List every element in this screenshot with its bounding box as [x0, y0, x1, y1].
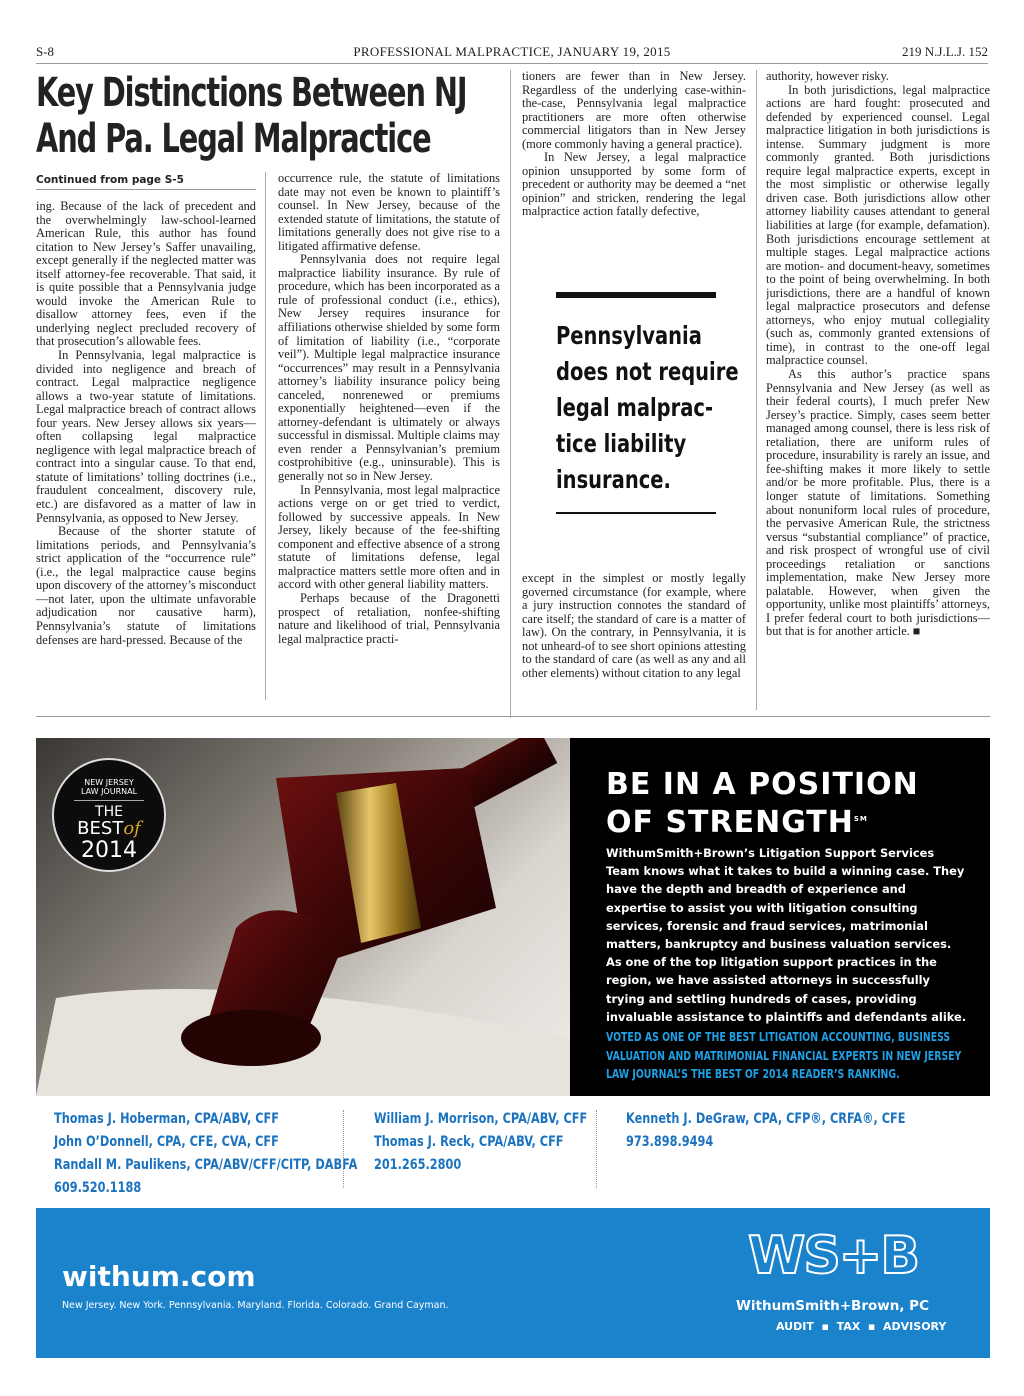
pullquote-top-bar: [556, 292, 716, 298]
firm-name: WithumSmith+Brown, PC: [736, 1298, 929, 1314]
contact-line: John O’Donnell, CPA, CFE, CVA, CFF: [54, 1134, 279, 1150]
article-paragraph: ing. Because of the lack of precedent and the overwhelmingly law-school-learned American Rule, this author has found citation to New Jersey’s Saffer unavailing, except generally if the neglected matter was itself attorney-fee recoverable. That said, it is quite possible that a Pennsylvania judge would invoke the American Rule to disallow attorney fees, even if the underlying neglect precluded recovery of that prosecution’s allowable fees.: [36, 200, 256, 349]
contacts-divider: [596, 1110, 597, 1188]
contact-phone: 201.265.2800: [374, 1157, 462, 1173]
badge-of: of: [123, 818, 141, 839]
firm-services: AUDIT ▪ TAX ▪ ADVISORY: [776, 1320, 947, 1333]
article-paragraph: occurrence rule, the statute of limitations date may not even be known to plaintiff’s counsel. In New Jersey, because of the extended statute of limitations, the statute of limitations generally does not give rise to a litigated affirmative defense.: [278, 172, 500, 253]
article-column-1: [36, 200, 256, 700]
contact-phone: 609.520.1188: [54, 1180, 142, 1196]
article-end-rule: [36, 716, 990, 717]
pullquote-line: does not require: [556, 357, 739, 386]
headline-line-2: And Pa. Legal Malpractice: [36, 116, 431, 162]
badge-best: BEST: [77, 818, 124, 839]
ad-footer: [36, 1208, 990, 1358]
service-mark: SM: [853, 815, 868, 823]
continued-rule: [36, 189, 256, 190]
website-link[interactable]: withum.com: [62, 1260, 256, 1293]
article-paragraph: Perhaps because of the Dragonetti prospect of retaliation, nonfee-shifting nature and likelihood of trial, Pennsylvania legal malpractice practi-: [278, 590, 500, 646]
article-paragraph: tioners are fewer than in New Jersey. Regardless of the underlying case-within-the-case, Pennsylvania legal malpractice practitioners are more often otherwise commercial litigators than in New Jersey (more commonly having a general practice).: [522, 70, 746, 151]
badge-line-1: NEW JERSEY: [84, 778, 134, 787]
article-paragraph: Pennsylvania does not require legal malpractice liability insurance. By rule of procedure, which has been incorporated as a rule of professional conduct (i.e., ethics), New Jersey requires insurance for affiliations otherwise shielded by some form of limitation of liability (i.e., “corporate veil”). Multiple legal malpractice insurance “occurrences” may result in a Pennsylvania attorney’s liability insurance policy being canceled, nonrenewed or premiums exponentially heightened—even if the attorney-defendant is ultimately or always successful in dismissal. Multiple claims may even render a Pennsylvanian’s premium costprohibitive (e.g., uninsurable). This is generally not so in New Jersey.: [278, 252, 500, 484]
article-column-2: [278, 172, 500, 718]
article-paragraph: except in the simplest or mostly legally governed circumstance (for example, where a jury instruction connotes the standard of care itself; the standard of care is a matter of law). On the contrary, in Pennsylvania, it is not unheard-of to see short opinions attesting to the standard of care (as well as any and all other elements) without citation to any legal: [522, 572, 746, 680]
contacts-group-1: [54, 1108, 357, 1200]
article-column-4: [766, 70, 990, 704]
contacts-group-2: [374, 1108, 587, 1177]
gavel-photo: [36, 738, 570, 1096]
ad-voted-note: VOTED AS ONE OF THE BEST LITIGATION ACCOUNTING, BUSINESS VALUATION AND MATRIMONIAL FINANCIAL EXPERTS IN NEW JERSEY LAW JOURNAL’S THE BEST OF 2014 READER’S RANKING.: [606, 1030, 962, 1081]
pullquote-bottom-bar: [556, 512, 716, 514]
pullquote-line: tice liability: [556, 429, 687, 458]
contacts-group-3: [626, 1108, 905, 1154]
continued-label: Continued from page S-5: [36, 174, 184, 186]
article-column-3-top: [522, 70, 746, 246]
article-paragraph: authority, however risky.: [766, 70, 889, 83]
pullquote-line: legal malprac-: [556, 393, 714, 422]
page-header: [36, 44, 988, 64]
article-headline: [36, 70, 467, 162]
office-locations: New Jersey. New York. Pennsylvania. Maryland. Florida. Colorado. Grand Cayman.: [62, 1300, 449, 1311]
article-column-3-bottom: [522, 572, 746, 702]
wsb-logo: WS+B: [748, 1226, 919, 1286]
badge-year: 2014: [81, 838, 137, 863]
contact-line: Thomas J. Hoberman, CPA/ABV, CFF: [54, 1111, 279, 1127]
citation: 219 N.J.L.J. 152: [902, 44, 988, 59]
contacts-divider: [343, 1110, 344, 1188]
pullquote-line: insurance.: [556, 465, 671, 494]
contact-line: Randall M. Paulikens, CPA/ABV/CFF/CITP, DABFA: [54, 1157, 358, 1173]
headline-line-1: Key Distinctions Between NJ: [36, 70, 467, 116]
article-paragraph: In New Jersey, a legal malpractice opinion unsupported by some form of precedent or authority may be deemed a “net opinion” and stricken, rendering the legal malpractice action fatally defective,: [522, 150, 746, 219]
column-divider: [756, 70, 757, 710]
article-paragraph: Because of the shorter statute of limitations periods, and Pennsylvania’s strict application of the “occurrence rule” (i.e., the legal malpractice cause begins upon discovery of the attorney’s misconduct—not later, upon the ultimate unfavorable adjudication nor causative harm), Pennsylvania’s statute of limitations defenses are hard-pressed. Because of the: [36, 524, 256, 647]
ad-text-panel: [570, 738, 990, 1096]
contact-phone: 973.898.9494: [626, 1134, 714, 1150]
badge-divider: [74, 800, 144, 801]
page-number: S-8: [36, 44, 55, 59]
ad-headline-line-1: BE IN A POSITION: [606, 767, 919, 802]
ad-headline: [606, 768, 919, 840]
best-of-2014-badge: [52, 758, 166, 872]
column-divider: [265, 172, 266, 700]
contact-line: Kenneth J. DeGraw, CPA, CFP®, CRFA®, CFE: [626, 1111, 906, 1127]
contact-line: Thomas J. Reck, CPA/ABV, CFF: [374, 1134, 564, 1150]
pullquote-line: Pennsylvania: [556, 321, 702, 350]
badge-line-2: LAW JOURNAL: [80, 787, 138, 796]
article-paragraph: In Pennsylvania, most legal malpractice actions verge on or get tried to verdict, followed by successive appeals. In New Jersey, likely because of the fee-shifting component and effective absence of a strong statute of limitations defense, legal malpractice matters settle more often and in accord with other general liability matters.: [278, 482, 500, 592]
pullquote: [556, 318, 739, 498]
badge-the: THE: [95, 804, 123, 820]
header-rule: [36, 63, 988, 64]
article-paragraph: As this author’s practice spans Pennsylvania and New Jersey (as well as their federal courts), I much prefer New Jersey’s practice. Simply, cases seem better managed among counsel, there is less risk of retaliation, there are uniform rules of procedure, insurability is rarely an issue, and fee-shifting makes it more likely to settle and/or be more profitable. Plus, there is a longer statute of limitations. Something about nonuniform local rules of procedure, the pervasive American Rule, the strictness versus “substantial compliance” of practice, and risk prospect of wrongful use of civil proceedings retaliation or sanctions implementation, make New Jersey more palatable. However, when given the opportunity, unlike most plaintiffs’ attorneys, I prefer federal court to both jurisdictions—but that is for another article. ■: [766, 367, 990, 639]
ad-headline-line-2: OF STRENGTH: [606, 805, 854, 840]
section-title: PROFESSIONAL MALPRACTICE, JANUARY 19, 2015: [353, 44, 671, 59]
column-divider: [510, 70, 511, 718]
article-paragraph: In both jurisdictions, legal malpractice actions are hard fought: prosecuted and defended by experienced counsel. Legal malpractice litigation in both jurisdictions is intense. Summary judgment is more commonly granted. Both jurisdictions require legal malpractice experts, except in the most simplistic or otherwise legally driven case. Both jurisdictions allow other attorney liability causes attendant to general liabilities at large (for example, defamation). Both jurisdictions encourage settlement at multiple stages. Legal malpractice actions are motion- and document-heavy, sometimes to the point of being overwhelming. In both jurisdictions, there are a handful of known legal malpractice prosecutors and defense attorneys, who enjoy mutual collegiality (such as, commonly granted extensions of time), in contrast to the one-off legal malpractice counsel.: [766, 82, 990, 368]
contact-line: William J. Morrison, CPA/ABV, CFF: [374, 1111, 588, 1127]
ad-body: WithumSmith+Brown’s Litigation Support Services Team knows what it takes to build a winning case. They have the depth and breadth of experience and expertise to assist you with litigation consulting services, forensic and fraud services, matrimonial matters, bankruptcy and business valuation services. As one of the top litigation support practices in the region, we have assisted attorneys in successfully trying and settling hundreds of cases, providing invaluable assistance to plaintiffs and defendants alike.: [606, 846, 967, 1024]
article-paragraph: In Pennsylvania, legal malpractice is divided into negligence and breach of contract. Legal malpractice negligence allows a two-year statute of limitations. Legal malpractice breach of contract allows four years. New Jersey allows six years—often collapsing legal malpractice negligence with legal malpractice breach of contract into a singular cause. To that end, statute of limitations’ tolling doctrines (i.e., fraudulent concealment, discovery rule, etc.) are disfavored as a matter of law in Pennsylvania, as opposed to New Jersey.: [36, 348, 256, 525]
